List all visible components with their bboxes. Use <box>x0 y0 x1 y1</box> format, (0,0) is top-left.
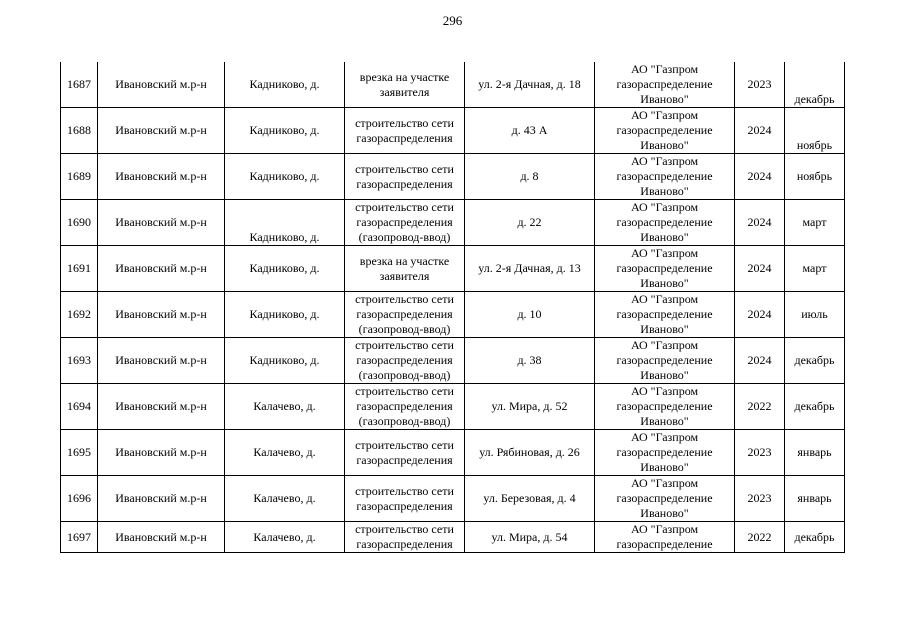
cell-year: 2024 <box>735 200 785 246</box>
cell-work: строительство сети газораспределения <box>345 154 465 200</box>
cell-district: Ивановский м.р-н <box>98 338 225 384</box>
cell-num: 1690 <box>61 200 98 246</box>
cell-year: 2022 <box>735 384 785 430</box>
table-row <box>61 200 845 246</box>
cell-address: ул. 2-я Дачная, д. 13 <box>465 246 595 292</box>
cell-work: строительство сети газораспределения (газопровод-ввод) <box>345 338 465 384</box>
cell-district: Ивановский м.р-н <box>98 430 225 476</box>
table-row <box>61 62 845 108</box>
cell-month: июль <box>785 292 845 338</box>
cell-address: ул. 2-я Дачная, д. 18 <box>465 62 595 108</box>
cell-locality: Кадниково, д. <box>225 338 345 384</box>
cell-year: 2024 <box>735 154 785 200</box>
cell-month: ноябрь <box>785 154 845 200</box>
cell-work: строительство сети газораспределения <box>345 108 465 154</box>
cell-year: 2024 <box>735 108 785 154</box>
cell-address: ул. Березовая, д. 4 <box>465 476 595 522</box>
cell-work: строительство сети газораспределения <box>345 522 465 553</box>
cell-org: АО "Газпром газораспределение Иваново" <box>595 430 735 476</box>
cell-month: март <box>785 246 845 292</box>
cell-month: декабрь <box>785 62 845 108</box>
cell-org: АО "Газпром газораспределение Иваново" <box>595 292 735 338</box>
cell-org: АО "Газпром газораспределение Иваново" <box>595 154 735 200</box>
cell-district: Ивановский м.р-н <box>98 200 225 246</box>
cell-num: 1689 <box>61 154 98 200</box>
cell-work: строительство сети газораспределения (газопровод-ввод) <box>345 292 465 338</box>
cell-year: 2024 <box>735 246 785 292</box>
cell-num: 1693 <box>61 338 98 384</box>
cell-num: 1695 <box>61 430 98 476</box>
cell-district: Ивановский м.р-н <box>98 522 225 553</box>
cell-org: АО "Газпром газораспределение Иваново" <box>595 246 735 292</box>
page-number: 296 <box>442 13 463 28</box>
cell-month: декабрь <box>785 522 845 553</box>
cell-locality: Калачево, д. <box>225 430 345 476</box>
cell-org: АО "Газпром газораспределение Иваново" <box>595 476 735 522</box>
cell-year: 2023 <box>735 476 785 522</box>
cell-num: 1697 <box>61 522 98 553</box>
cell-district: Ивановский м.р-н <box>98 154 225 200</box>
cell-locality: Кадниково, д. <box>225 62 345 108</box>
cell-num: 1691 <box>61 246 98 292</box>
cell-district: Ивановский м.р-н <box>98 384 225 430</box>
cell-org: АО "Газпром газораспределение <box>595 522 735 553</box>
cell-year: 2023 <box>735 62 785 108</box>
cell-num: 1692 <box>61 292 98 338</box>
cell-work: строительство сети газораспределения (газопровод-ввод) <box>345 200 465 246</box>
cell-work: строительство сети газораспределения <box>345 476 465 522</box>
cell-org: АО "Газпром газораспределение Иваново" <box>595 108 735 154</box>
cell-work: врезка на участке заявителя <box>345 246 465 292</box>
cell-district: Ивановский м.р-н <box>98 62 225 108</box>
cell-address: ул. Рябиновая, д. 26 <box>465 430 595 476</box>
table-row <box>61 154 845 200</box>
table-row <box>61 384 845 430</box>
cell-num: 1694 <box>61 384 98 430</box>
table-row <box>61 292 845 338</box>
cell-address: д. 43 А <box>465 108 595 154</box>
table-row <box>61 108 845 154</box>
cell-year: 2022 <box>735 522 785 553</box>
cell-work: строительство сети газораспределения (газопровод-ввод) <box>345 384 465 430</box>
cell-address: д. 38 <box>465 338 595 384</box>
table-row <box>61 476 845 522</box>
cell-month: ноябрь <box>785 108 845 154</box>
cell-address: д. 10 <box>465 292 595 338</box>
table-row <box>61 430 845 476</box>
table-row <box>61 246 845 292</box>
cell-org: АО "Газпром газораспределение Иваново" <box>595 384 735 430</box>
cell-locality: Кадниково, д. <box>225 246 345 292</box>
cell-locality: Калачево, д. <box>225 522 345 553</box>
cell-year: 2023 <box>735 430 785 476</box>
table-row <box>61 338 845 384</box>
cell-month: март <box>785 200 845 246</box>
cell-district: Ивановский м.р-н <box>98 108 225 154</box>
gasification-table <box>60 62 845 553</box>
cell-district: Ивановский м.р-н <box>98 476 225 522</box>
cell-work: врезка на участке заявителя <box>345 62 465 108</box>
cell-org: АО "Газпром газораспределение Иваново" <box>595 338 735 384</box>
cell-locality: Кадниково, д. <box>225 200 345 246</box>
cell-locality: Кадниково, д. <box>225 108 345 154</box>
table-row <box>61 522 845 553</box>
cell-month: январь <box>785 476 845 522</box>
cell-locality: Кадниково, д. <box>225 154 345 200</box>
cell-month: декабрь <box>785 338 845 384</box>
cell-year: 2024 <box>735 338 785 384</box>
cell-year: 2024 <box>735 292 785 338</box>
cell-district: Ивановский м.р-н <box>98 292 225 338</box>
cell-org: АО "Газпром газораспределение Иваново" <box>595 200 735 246</box>
cell-num: 1687 <box>61 62 98 108</box>
cell-locality: Калачево, д. <box>225 476 345 522</box>
cell-locality: Кадниково, д. <box>225 292 345 338</box>
cell-work: строительство сети газораспределения <box>345 430 465 476</box>
cell-month: январь <box>785 430 845 476</box>
cell-address: ул. Мира, д. 52 <box>465 384 595 430</box>
cell-address: д. 22 <box>465 200 595 246</box>
cell-address: ул. Мира, д. 54 <box>465 522 595 553</box>
cell-org: АО "Газпром газораспределение Иваново" <box>595 62 735 108</box>
cell-district: Ивановский м.р-н <box>98 246 225 292</box>
cell-month: декабрь <box>785 384 845 430</box>
cell-num: 1696 <box>61 476 98 522</box>
cell-address: д. 8 <box>465 154 595 200</box>
cell-num: 1688 <box>61 108 98 154</box>
cell-locality: Калачево, д. <box>225 384 345 430</box>
